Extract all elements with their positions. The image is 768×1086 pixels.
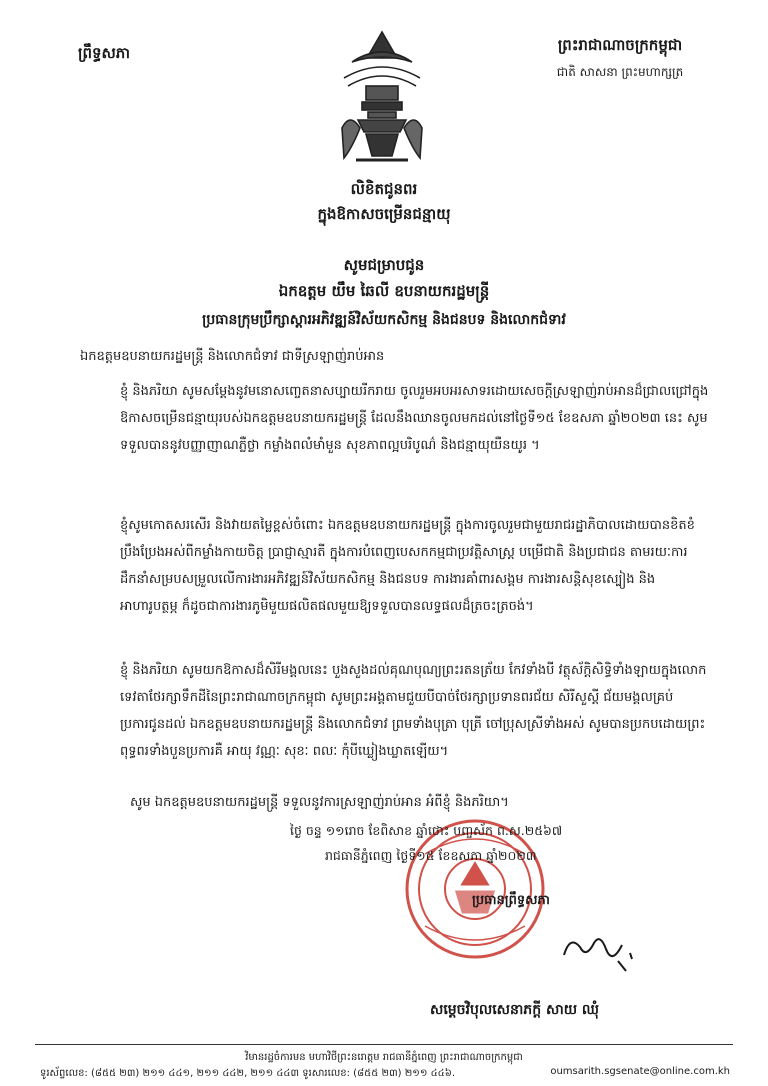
kingdom-title: ព្រះរាជាណាចក្រកម្ពុជា (557, 36, 683, 54)
document-type: លិខិតជូនពរ (350, 180, 418, 198)
recipient-intro: សូមជម្រាបជូន (343, 256, 425, 274)
royal-emblem-icon (322, 28, 442, 168)
recipient-position: ប្រធានក្រុមប្រឹក្សាស្តារអភិវឌ្ឍន៍វិស័យកសិកម្ម និងជនបទ និងលោកជំទាវ (202, 312, 566, 328)
signer-name: សម្តេចវិបុលសេនាភក្តី សាយ ឈុំ (430, 1002, 600, 1018)
date-solar: រាជធានីភ្នំពេញ ថ្ងៃទី១៥ ខែឧសភា ឆ្នាំ២០២៣ (325, 848, 537, 863)
closing-line: សូម ឯកឧត្តមឧបនាយករដ្ឋមន្ត្រី ទទួលនូវការស្រឡាញ់រាប់អាន អំពីខ្ញុំ និងភរិយា។ (130, 795, 509, 810)
motto: ជាតិ សាសនា ព្រះមហាក្សត្រ (556, 65, 684, 79)
recipient-name: ឯកឧត្តម យឹម ឆៃលី ឧបនាយករដ្ឋមន្ត្រី (278, 282, 490, 300)
salutation: ឯកឧត្តមឧបនាយករដ្ឋមន្ត្រី និងលោកជំទាវ ជាទីស្រឡាញ់រាប់អាន (80, 349, 385, 364)
footer-phone: ទូរស័ព្ទលេខ: (៨៥៥ ២៣) ២១១ ៤៤១, ២១១ ៤៤២, ២១១ ៤៤៣ ទូរសារលេខ: (៨៥៥ ២៣) ២១១ ៤៤៦. (40, 1068, 455, 1079)
kingdom-motto (520, 36, 720, 82)
signer-title: ប្រធានព្រឹទ្ធសភា (472, 893, 550, 908)
date-lunar: ថ្ងៃ ចន្ទ ១១រោច ខែពិសាខ ឆ្នាំថោះ បញ្ចស័ក ព.ស.២៥៦៧ (290, 823, 563, 838)
body-paragraph-3: ខ្ញុំ និងភរិយា សូមយកឱកាសដ៏សិរីមង្គលនេះ បួងសួងដល់គុណបុណ្យព្រះរតនត្រ័យ កែវទាំងបី វត្ថុស័ក្តិសិទ្ធិទាំងឡាយក្នុងលោក ទេវតាថែរក្សាទឹកដីនៃព្រះរាជាណាចក្រកម្ពុជា សូមព្រះអង្គតាមជួយបីបាច់ថែរក្សាប្រទានពរជ័យ សិរីសួស្តី ជ័យមង្គលគ្រប់ប្រការជូនដល់ ឯកឧត្តមឧបនាយករដ្ឋមន្ត្រី និងលោកជំទាវ ព្រមទាំងបុត្រា បុត្រី ចៅប្រុសស្រីទាំងអស់ សូមបានប្រកបដោយព្រះពុទ្ធពរទាំងបួនប្រការគឺ អាយុ វណ្ណៈ សុខៈ ពលៈ កុំបីឃ្លៀងឃ្លាតឡើយ។ (120, 663, 707, 759)
footer-contact (40, 1066, 730, 1081)
body-paragraph-1: ខ្ញុំ និងភរិយា សូមសម្តែងនូវមនោសញ្ចេតនាសប្បាយរីករាយ ចូលរួមអបអរសាទរដោយសេចក្តីស្រឡាញ់រាប់អានដ៏ជ្រាលជ្រៅក្នុងឱកាសចម្រើនជន្មាយុរបស់ឯកឧត្តមឧបនាយករដ្ឋមន្ត្រី ដែលនឹងឈានចូលមកដល់នៅថ្ងៃទី១៥ ខែឧសភា ឆ្នាំ២០២៣ នេះ សូមទទួលបាននូវបញ្ញាញាណភ្លឺថ្លា កម្លាំងពលំមាំមួន សុខភាពល្អបរិបូណ៌ និងជន្មាយុយឺនយូរ ។ (120, 384, 709, 453)
footer-address: វិមានរដ្ឋចំការមន មហាវិថីព្រះនរោត្តម រាជធានីភ្នំពេញ ព្រះរាជាណាចក្រកម្ពុជា (245, 1052, 523, 1063)
document-occasion: ក្នុងឱកាសចម្រើនជន្មាយុ (317, 205, 451, 223)
handwritten-signature (556, 925, 646, 980)
institution-header: ព្រឹទ្ធសភា (78, 44, 131, 62)
footer-email[interactable]: oumsarith.sgsenate@online.com.kh (550, 1066, 730, 1077)
body-paragraph-2: ខ្ញុំសូមកោតសរសើរ និងវាយតម្លៃខ្ពស់ចំពោះ ឯកឧត្តមឧបនាយករដ្ឋមន្ត្រី ក្នុងការចូលរួមជាមួយរាជរដ្ឋាភិបាលដោយបានខិតខំប្រឹងប្រែងអស់ពីកម្លាំងកាយចិត្ត ប្រាជ្ញាស្មារតី ក្នុងការបំពេញបេសកកម្មជាប្រវត្តិសាស្ត្រ បម្រើជាតិ និងប្រជាជន តាមរយៈការដឹកនាំសម្របសម្រួលលើការងារអភិវឌ្ឍន៍វិស័យកសិកម្ម និងជនបទ ការងារគាំពារសង្គម ការងារសន្តិសុខស្បៀង និងអាហារូបត្ថម្ភ ក៏ដូចជាការងារភូមិមួយផលិតផលមួយឱ្យទទួលបានលទ្ធផលដ៏ត្រចះត្រចង់។ (120, 518, 695, 614)
footer-divider (35, 1044, 733, 1045)
